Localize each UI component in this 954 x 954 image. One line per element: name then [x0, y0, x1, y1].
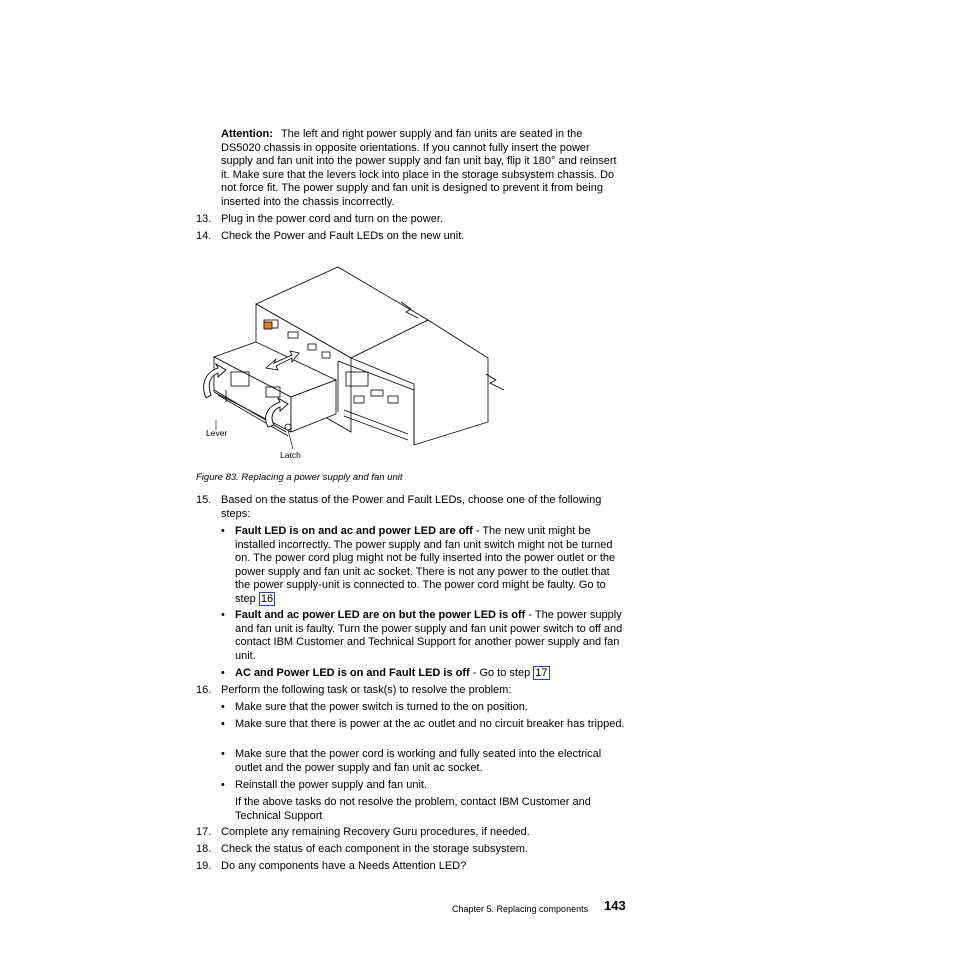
latch-label: Latch: [280, 450, 301, 460]
figure-caption: Figure 83. Replacing a power supply and fan unit: [196, 472, 403, 483]
item-text: Reinstall the power supply and fan unit.: [235, 779, 428, 791]
lever-label: Lever: [206, 428, 228, 438]
step-text: Perform the following task or task(s) to resolve the problem:: [221, 684, 512, 696]
bullet-glyph: •: [221, 525, 225, 537]
step-number: 13.: [196, 213, 212, 225]
item-condition: AC and Power LED is on and Fault LED is off: [235, 667, 470, 679]
bullet-glyph: •: [221, 779, 225, 791]
power-supply-figure: [196, 262, 516, 467]
step-number: 14.: [196, 230, 212, 242]
item-condition: Fault LED is on and ac and power LED are off: [235, 525, 473, 537]
bullet-glyph: •: [221, 748, 225, 760]
item-text: Make sure that the power cord is working and fully seated into the electrical outlet and the power supply and fan unit ac socket.: [235, 748, 602, 774]
bullet-glyph: •: [221, 667, 225, 679]
item-text: - Go to step: [469, 667, 534, 679]
bullet-glyph: •: [221, 718, 225, 730]
step-text: Plug in the power cord and turn on the power.: [221, 213, 443, 225]
step-number: 17.: [196, 826, 212, 838]
step-text: Complete any remaining Recovery Guru procedures, if needed.: [221, 826, 530, 838]
item-text: Make sure that there is power at the ac outlet and no circuit breaker has tripped.: [235, 718, 625, 730]
step-text: Based on the status of the Power and Fault LEDs, choose one of the following steps:: [221, 494, 602, 520]
bullet-glyph: •: [221, 701, 225, 713]
step-number: 18.: [196, 843, 212, 855]
attention-text: The left and right power supply and fan units are seated in the DS5020 chassis in opposite orientations. If you cannot fully insert the power supply and fan unit into the power supply and fan unit bay, flip it 180° and reinsert it. Make sure that the levers lock into place in the storage subsystem chassis. Do not force fit. The power supply and fan unit is designed to prevent it from being inserted into the chassis incorrectly.: [221, 128, 617, 208]
bullet-glyph: •: [221, 609, 225, 621]
step-text: Check the Power and Fault LEDs on the new unit.: [221, 230, 465, 242]
step-number: 16.: [196, 684, 212, 696]
item-text: - The power supply and fan unit is faulty. Turn the power supply and fan unit power switch to off and contact IBM Customer and Technical Support for another power supply and fan unit.: [235, 609, 623, 662]
step-17-link[interactable]: 17: [535, 667, 548, 679]
step-number: 19.: [196, 860, 212, 872]
step-16-link[interactable]: 16: [260, 592, 274, 605]
step-text: Check the status of each component in the storage subsystem.: [221, 843, 528, 855]
attention-note: [221, 128, 621, 209]
page-number: 143: [604, 898, 626, 913]
footer-chapter: Chapter 5. Replacing components: [452, 904, 589, 914]
item-condition: Fault and ac power LED are on but the power LED is off: [235, 609, 526, 621]
item-text: - The new unit might be installed incorrectly. The power supply and fan unit switch might not be turned on. The power cord plug might not be fully inserted into the power outlet or the power supply and fan unit ac socket. There is not any power to the outlet that the power supply-unit is connected to. The power cord might be faulty. Go to step: [235, 525, 616, 605]
attention-label: Attention:: [221, 128, 273, 140]
note-text: If the above tasks do not resolve the problem, contact IBM Customer and Technical Support: [235, 796, 591, 822]
step-number: 15.: [196, 494, 212, 506]
item-text: Make sure that the power switch is turned to the on position.: [235, 701, 528, 713]
step-text: Do any components have a Needs Attention LED?: [221, 860, 467, 872]
